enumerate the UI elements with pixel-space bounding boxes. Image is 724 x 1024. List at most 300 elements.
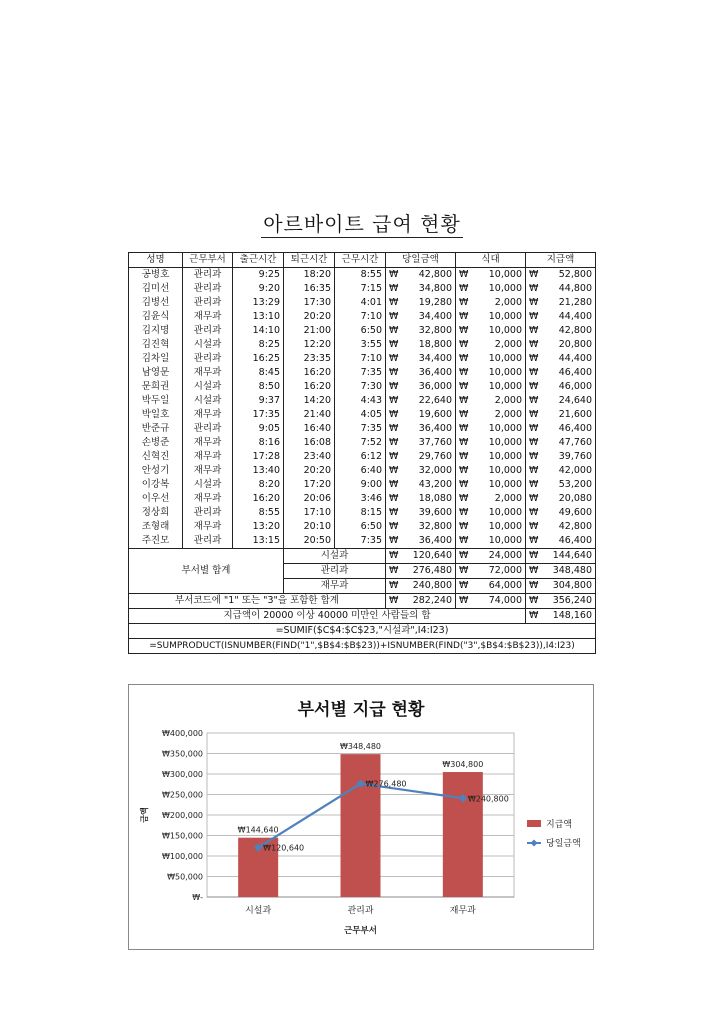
table-row	[129, 450, 596, 464]
formula-sumproduct: =SUMPRODUCT(ISNUMBER(FIND("1",$B$4:$B$23))+ISNUMBER(FIND("3",$B$4:$B$23)),I4:I23)	[129, 639, 596, 654]
header-meal: 식대	[456, 253, 526, 268]
line-data-label: ₩276,480	[365, 779, 407, 789]
cell-out: 20:20	[284, 464, 335, 478]
cell-dept: 재무과	[183, 464, 233, 478]
cell-daily	[386, 478, 456, 492]
currency-symbol: ₩	[529, 269, 539, 280]
cell-meal-value: 10,000	[488, 521, 522, 532]
cell-hours: 6:12	[335, 450, 386, 464]
currency-symbol: ₩	[529, 283, 539, 294]
summary-daily	[386, 579, 456, 594]
cell-in: 17:28	[233, 450, 284, 464]
currency-symbol: ₩	[529, 451, 539, 462]
cell-daily	[386, 310, 456, 324]
cell-hours: 4:05	[335, 408, 386, 422]
currency-symbol: ₩	[389, 283, 399, 294]
currency-symbol: ₩	[529, 565, 539, 576]
cell-out: 20:20	[284, 310, 335, 324]
cell-pay	[526, 534, 596, 549]
cell-meal-value: 10,000	[488, 311, 522, 322]
cell-meal-value: 10,000	[488, 283, 522, 294]
currency-symbol: ₩	[529, 535, 539, 546]
cell-pay-value: 21,600	[558, 409, 592, 420]
cell-pay-value: 24,640	[558, 395, 592, 406]
bar-data-label: ₩144,640	[237, 825, 279, 835]
cell-daily	[386, 338, 456, 352]
currency-symbol: ₩	[529, 409, 539, 420]
cell-pay	[526, 310, 596, 324]
summary-pay	[526, 579, 596, 594]
chart-svg	[129, 685, 593, 949]
cell-meal-value: 10,000	[488, 381, 522, 392]
cell-daily-value: 32,000	[418, 465, 452, 476]
cell-dept: 재무과	[183, 408, 233, 422]
cell-hours: 3:46	[335, 492, 386, 506]
currency-symbol: ₩	[459, 479, 469, 490]
cell-meal-value: 2,000	[494, 339, 522, 350]
currency-symbol: ₩	[389, 395, 399, 406]
x-tick-label: 재무과	[449, 906, 476, 916]
currency-symbol: ₩	[459, 521, 469, 532]
cell-hours: 6:50	[335, 324, 386, 338]
code-sum-daily-value: 282,240	[412, 595, 452, 606]
cell-in: 8:20	[233, 478, 284, 492]
cell-meal	[456, 282, 526, 296]
header-pay: 지급액	[526, 253, 596, 268]
currency-symbol: ₩	[529, 325, 539, 336]
cell-daily-value: 42,800	[418, 269, 452, 280]
cell-out: 20:06	[284, 492, 335, 506]
cell-pay-value: 42,800	[558, 521, 592, 532]
cell-daily	[386, 296, 456, 310]
currency-symbol: ₩	[389, 325, 399, 336]
cell-daily-value: 19,280	[418, 297, 452, 308]
cell-daily	[386, 352, 456, 366]
cell-name: 문희권	[129, 380, 183, 394]
currency-symbol: ₩	[459, 367, 469, 378]
currency-symbol: ₩	[459, 423, 469, 434]
currency-symbol: ₩	[459, 493, 469, 504]
cell-in: 8:50	[233, 380, 284, 394]
cell-pay	[526, 324, 596, 338]
summary-daily	[386, 564, 456, 579]
cell-daily	[386, 282, 456, 296]
header-name: 성명	[129, 253, 183, 268]
cell-hours: 7:35	[335, 366, 386, 380]
cell-meal	[456, 380, 526, 394]
legend-label: 지급액	[546, 820, 573, 830]
currency-symbol: ₩	[389, 535, 399, 546]
currency-symbol: ₩	[459, 381, 469, 392]
cell-out: 14:20	[284, 394, 335, 408]
summary-meal	[456, 564, 526, 579]
cell-pay-value: 46,400	[558, 423, 592, 434]
line-data-label: ₩240,800	[467, 794, 509, 804]
header-out: 퇴근시간	[284, 253, 335, 268]
bar	[443, 772, 483, 897]
cell-meal-value: 10,000	[488, 465, 522, 476]
cell-name: 손병준	[129, 436, 183, 450]
cell-meal-value: 10,000	[488, 479, 522, 490]
cell-hours: 4:43	[335, 394, 386, 408]
cell-pay-value: 20,080	[558, 493, 592, 504]
summary-daily	[386, 549, 456, 564]
cell-meal-value: 10,000	[488, 507, 522, 518]
cell-meal-value: 10,000	[488, 367, 522, 378]
cell-pay-value: 46,400	[558, 367, 592, 378]
cell-daily	[386, 422, 456, 436]
cell-daily-value: 29,760	[418, 451, 452, 462]
cell-daily	[386, 520, 456, 534]
cell-hours: 6:40	[335, 464, 386, 478]
summary-dept: 관리과	[284, 564, 386, 579]
range-sum-label: 지급액이 20000 이상 40000 미만인 사람들의 합	[129, 609, 526, 624]
cell-in: 13:40	[233, 464, 284, 478]
table-row	[129, 268, 596, 283]
table-row	[129, 436, 596, 450]
summary-daily-value: 240,800	[412, 580, 452, 591]
currency-symbol: ₩	[529, 367, 539, 378]
currency-symbol: ₩	[529, 493, 539, 504]
table-row	[129, 464, 596, 478]
cell-in: 8:16	[233, 436, 284, 450]
table-row	[129, 324, 596, 338]
cell-dept: 재무과	[183, 310, 233, 324]
cell-dept: 재무과	[183, 436, 233, 450]
range-sum-pay	[526, 609, 596, 624]
cell-name: 신혁진	[129, 450, 183, 464]
cell-meal	[456, 464, 526, 478]
cell-name: 남영문	[129, 366, 183, 380]
cell-meal-value: 10,000	[488, 423, 522, 434]
currency-symbol: ₩	[529, 479, 539, 490]
table-row	[129, 380, 596, 394]
bar	[341, 754, 381, 897]
currency-symbol: ₩	[529, 423, 539, 434]
cell-pay	[526, 464, 596, 478]
cell-meal	[456, 520, 526, 534]
cell-meal	[456, 408, 526, 422]
table-row	[129, 422, 596, 436]
cell-meal	[456, 422, 526, 436]
cell-hours: 3:55	[335, 338, 386, 352]
range-sum-pay-value: 148,160	[552, 610, 592, 621]
cell-pay	[526, 268, 596, 283]
currency-symbol: ₩	[529, 610, 539, 621]
cell-daily-value: 36,400	[418, 423, 452, 434]
summary-row-facilities	[129, 549, 596, 564]
cell-hours: 9:00	[335, 478, 386, 492]
cell-daily	[386, 464, 456, 478]
cell-pay-value: 44,800	[558, 283, 592, 294]
summary-daily-value: 120,640	[412, 550, 452, 561]
cell-dept: 재무과	[183, 492, 233, 506]
currency-symbol: ₩	[529, 437, 539, 448]
cell-name: 이우선	[129, 492, 183, 506]
cell-name: 반준규	[129, 422, 183, 436]
table-row	[129, 296, 596, 310]
formula-sumif: =SUMIF($C$4:$C$23,"시설과",I4:I23)	[129, 624, 596, 639]
x-axis-label: 근무부서	[344, 926, 377, 936]
cell-meal-value: 10,000	[488, 535, 522, 546]
cell-meal	[456, 478, 526, 492]
cell-meal-value: 2,000	[494, 297, 522, 308]
cell-name: 김미선	[129, 282, 183, 296]
cell-daily-value: 37,760	[418, 437, 452, 448]
cell-daily-value: 43,200	[418, 479, 452, 490]
y-tick-label: ₩50,000	[167, 872, 203, 882]
summary-meal-value: 64,000	[488, 580, 522, 591]
cell-daily-value: 32,800	[418, 521, 452, 532]
summary-pay	[526, 564, 596, 579]
legend-swatch-bar	[527, 820, 541, 827]
cell-daily-value: 36,400	[418, 535, 452, 546]
cell-pay	[526, 506, 596, 520]
cell-out: 18:20	[284, 268, 335, 283]
table-row	[129, 478, 596, 492]
y-tick-label: ₩250,000	[162, 790, 203, 800]
cell-out: 20:10	[284, 520, 335, 534]
cell-meal-value: 10,000	[488, 353, 522, 364]
currency-symbol: ₩	[529, 339, 539, 350]
summary-meal-value: 72,000	[488, 565, 522, 576]
cell-name: 김윤식	[129, 310, 183, 324]
cell-in: 8:25	[233, 338, 284, 352]
currency-symbol: ₩	[459, 535, 469, 546]
cell-hours: 7:10	[335, 310, 386, 324]
cell-pay	[526, 408, 596, 422]
currency-symbol: ₩	[459, 353, 469, 364]
cell-out: 16:20	[284, 366, 335, 380]
currency-symbol: ₩	[389, 550, 399, 561]
cell-in: 13:20	[233, 520, 284, 534]
cell-in: 8:45	[233, 366, 284, 380]
currency-symbol: ₩	[389, 565, 399, 576]
header-in: 출근시간	[233, 253, 284, 268]
currency-symbol: ₩	[529, 465, 539, 476]
cell-daily	[386, 394, 456, 408]
formula-row-2	[129, 639, 596, 654]
table-row	[129, 408, 596, 422]
cell-dept: 관리과	[183, 506, 233, 520]
cell-pay	[526, 338, 596, 352]
cell-meal	[456, 324, 526, 338]
currency-symbol: ₩	[529, 297, 539, 308]
x-tick-label: 시설과	[245, 906, 272, 916]
code-sum-daily	[386, 594, 456, 609]
currency-symbol: ₩	[529, 381, 539, 392]
cell-meal	[456, 436, 526, 450]
cell-dept: 재무과	[183, 520, 233, 534]
header-dept: 근무부서	[183, 253, 233, 268]
cell-daily	[386, 408, 456, 422]
cell-daily-value: 18,080	[418, 493, 452, 504]
currency-symbol: ₩	[459, 580, 469, 591]
cell-pay-value: 53,200	[558, 479, 592, 490]
cell-meal	[456, 310, 526, 324]
cell-hours: 7:15	[335, 282, 386, 296]
chart-container	[128, 684, 594, 950]
cell-in: 13:10	[233, 310, 284, 324]
table-row	[129, 534, 596, 549]
cell-in: 9:25	[233, 268, 284, 283]
cell-hours: 7:35	[335, 422, 386, 436]
cell-hours: 8:15	[335, 506, 386, 520]
cell-in: 9:20	[233, 282, 284, 296]
dept-summary-label: 부서별 합계	[129, 549, 284, 594]
currency-symbol: ₩	[389, 353, 399, 364]
cell-dept: 관리과	[183, 352, 233, 366]
currency-symbol: ₩	[529, 353, 539, 364]
cell-pay	[526, 422, 596, 436]
cell-daily-value: 19,600	[418, 409, 452, 420]
currency-symbol: ₩	[389, 339, 399, 350]
currency-symbol: ₩	[529, 395, 539, 406]
currency-symbol: ₩	[389, 493, 399, 504]
cell-out: 16:40	[284, 422, 335, 436]
cell-hours: 6:50	[335, 520, 386, 534]
cell-daily-value: 39,600	[418, 507, 452, 518]
cell-daily-value: 34,800	[418, 283, 452, 294]
summary-dept: 재무과	[284, 579, 386, 594]
cell-name: 김차일	[129, 352, 183, 366]
cell-in: 9:37	[233, 394, 284, 408]
cell-dept: 관리과	[183, 324, 233, 338]
cell-daily-value: 32,800	[418, 325, 452, 336]
cell-in: 16:20	[233, 492, 284, 506]
cell-pay	[526, 492, 596, 506]
currency-symbol: ₩	[389, 311, 399, 322]
cell-pay-value: 49,600	[558, 507, 592, 518]
cell-daily	[386, 366, 456, 380]
cell-dept: 관리과	[183, 282, 233, 296]
currency-symbol: ₩	[529, 580, 539, 591]
cell-daily	[386, 268, 456, 283]
cell-dept: 시설과	[183, 478, 233, 492]
cell-pay-value: 52,800	[558, 269, 592, 280]
cell-meal	[456, 352, 526, 366]
cell-pay	[526, 282, 596, 296]
cell-dept: 시설과	[183, 338, 233, 352]
y-tick-label: ₩100,000	[162, 852, 203, 861]
y-tick-label: ₩200,000	[162, 811, 203, 820]
cell-pay-value: 44,400	[558, 353, 592, 364]
cell-pay-value: 21,280	[558, 297, 592, 308]
currency-symbol: ₩	[459, 311, 469, 322]
currency-symbol: ₩	[389, 507, 399, 518]
cell-out: 16:08	[284, 436, 335, 450]
table-row	[129, 352, 596, 366]
cell-dept: 관리과	[183, 268, 233, 283]
currency-symbol: ₩	[389, 451, 399, 462]
table-row	[129, 492, 596, 506]
y-tick-label: ₩300,000	[162, 770, 203, 779]
cell-meal	[456, 394, 526, 408]
cell-daily	[386, 324, 456, 338]
cell-in: 14:10	[233, 324, 284, 338]
summary-meal	[456, 579, 526, 594]
cell-pay-value: 20,800	[558, 339, 592, 350]
summary-dept: 시설과	[284, 549, 386, 564]
code-sum-label: 부서코드에 "1" 또는 "3"을 포함한 합계	[129, 594, 386, 609]
code-sum-row	[129, 594, 596, 609]
line-data-label: ₩120,640	[263, 843, 305, 853]
currency-symbol: ₩	[389, 437, 399, 448]
cell-out: 20:50	[284, 534, 335, 549]
cell-name: 안성기	[129, 464, 183, 478]
cell-daily-value: 34,400	[418, 353, 452, 364]
table-body	[129, 268, 596, 549]
cell-daily-value: 18,800	[418, 339, 452, 350]
payroll-table	[128, 252, 596, 654]
cell-pay	[526, 366, 596, 380]
cell-daily-value: 36,000	[418, 381, 452, 392]
currency-symbol: ₩	[459, 269, 469, 280]
currency-symbol: ₩	[459, 409, 469, 420]
cell-name: 공병호	[129, 268, 183, 283]
currency-symbol: ₩	[459, 465, 469, 476]
table-row	[129, 310, 596, 324]
y-tick-label: ₩150,000	[162, 831, 203, 841]
cell-meal-value: 2,000	[494, 493, 522, 504]
cell-meal	[456, 366, 526, 380]
cell-name: 이강복	[129, 478, 183, 492]
cell-daily	[386, 450, 456, 464]
table-row	[129, 282, 596, 296]
cell-in: 16:25	[233, 352, 284, 366]
cell-pay	[526, 436, 596, 450]
cell-dept: 관리과	[183, 422, 233, 436]
currency-symbol: ₩	[459, 437, 469, 448]
cell-meal-value: 2,000	[494, 409, 522, 420]
cell-out: 23:35	[284, 352, 335, 366]
cell-out: 17:20	[284, 478, 335, 492]
currency-symbol: ₩	[389, 521, 399, 532]
table-row	[129, 366, 596, 380]
cell-dept: 관리과	[183, 296, 233, 310]
cell-daily	[386, 380, 456, 394]
cell-hours: 7:35	[335, 534, 386, 549]
code-sum-pay-value: 356,240	[552, 595, 592, 606]
code-sum-meal	[456, 594, 526, 609]
y-axis-label: 금액	[140, 807, 149, 823]
x-tick-label: 관리과	[347, 906, 374, 916]
cell-pay	[526, 394, 596, 408]
currency-symbol: ₩	[459, 339, 469, 350]
cell-dept: 관리과	[183, 534, 233, 549]
cell-dept: 시설과	[183, 380, 233, 394]
table-row	[129, 506, 596, 520]
cell-in: 13:15	[233, 534, 284, 549]
formula-row-1	[129, 624, 596, 639]
currency-symbol: ₩	[459, 283, 469, 294]
cell-in: 17:35	[233, 408, 284, 422]
cell-meal	[456, 450, 526, 464]
cell-meal	[456, 506, 526, 520]
cell-out: 16:35	[284, 282, 335, 296]
currency-symbol: ₩	[389, 479, 399, 490]
cell-meal-value: 10,000	[488, 325, 522, 336]
header-row	[129, 253, 596, 268]
page-title	[0, 208, 724, 237]
range-sum-row	[129, 609, 596, 624]
cell-pay	[526, 296, 596, 310]
cell-daily-value: 36,400	[418, 367, 452, 378]
cell-meal	[456, 534, 526, 549]
cell-in: 13:29	[233, 296, 284, 310]
cell-pay	[526, 478, 596, 492]
cell-hours: 7:52	[335, 436, 386, 450]
